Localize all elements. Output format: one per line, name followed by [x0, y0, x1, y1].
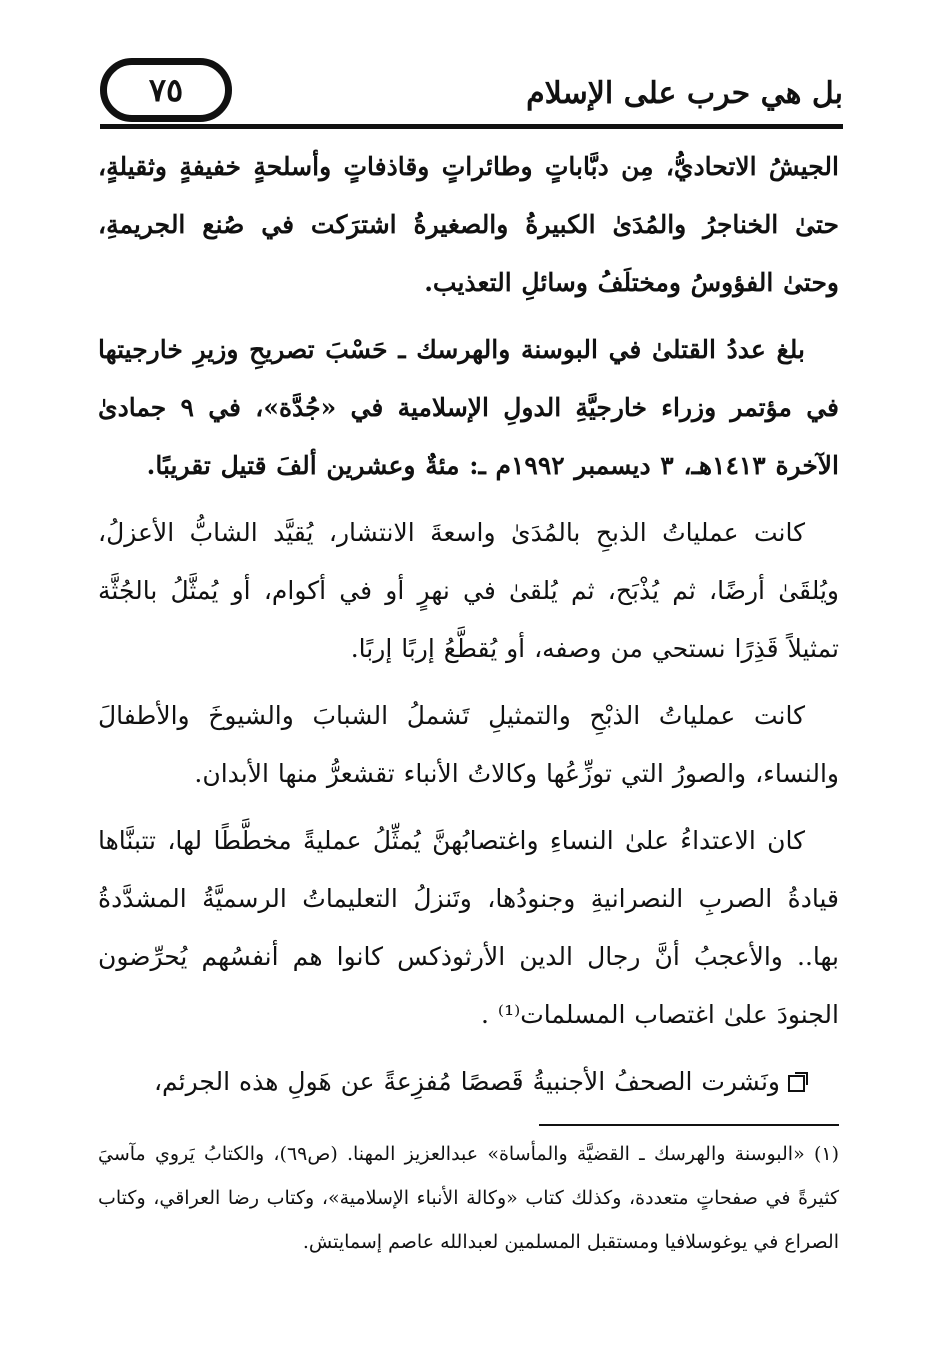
header-rule [100, 124, 843, 129]
paragraph-2: بلغ عددُ القتلىٰ في البوسنة والهرسك ـ حَسْبَ تصريحِ وزيرِ خارجيتها في مؤتمر وزراء خارجيَّةِ الدولِ الإسلامية في «جُدَّة»، في ٩ جمادىٰ الآخرة ١٤١٣هـ، ٣ ديسمبر ١٩٩٢م ـ: مئةٌ وعشرين ألفَ قتيل تقريبًا. [98, 335, 839, 480]
paragraph-1: الجيشُ الاتحاديُّ، مِن دبَّاباتٍ وطائراتٍ وقاذفاتٍ وأسلحةٍ خفيفةٍ وثقيلةٍ، حتىٰ الخناجرُ والمُدَىٰ الكبيرةُ والصغيرةُ اشترَكت في صُنع الجريمةِ، وحتىٰ الفؤوسُ ومختلَفُ وسائلِ التعذيب. [98, 152, 839, 297]
running-title: بل هي حرب على الإسلام [526, 76, 843, 111]
footnote-rule [539, 1124, 839, 1126]
main-text [98, 138, 839, 1120]
paragraph-4: كانت عملياتُ الذبْحِ والتمثيلِ تَشملُ الشبابَ والشيوخَ والأطفالَ والنساء، والصورُ التي توزِّعُها وكالاتُ الأنباء تقشعرُّ منها الأبدان. [98, 701, 839, 788]
paragraph-6-text: ونَشرت الصحفُ الأجنبيةُ قَصصًا مُفزِعةً عن هَولِ هذه الجرئم، [153, 1067, 780, 1096]
running-header [100, 58, 843, 128]
footnote: (١) «البوسنة والهرسك ـ القضيَّة والمأساة» عبدالعزيز المهنا. (ص٦٩)، والكتابُ يَروي مآسيَ كثيرةً في صفحاتٍ متعددة، وكذلك كتاب «وكالة الأنباء الإسلامية»، وكتاب رضا العراقي، وكتاب الصراع في يوغوسلافيا ومستقبل المسلمين لعبدالله عاصم إسمايتش. [98, 1143, 839, 1253]
box-bullet-icon [788, 1075, 805, 1092]
page-number-text: ٧٥ [148, 71, 184, 109]
paragraph-6 [98, 1053, 839, 1111]
paragraph-3: كانت عملياتُ الذبحِ بالمُدَىٰ واسعةَ الانتشار، يُقيَّد الشابُّ الأعزلُ، ويُلقَىٰ أرضًا، ثم يُذْبَح، ثم يُلقىٰ في نهرٍ أو في أكوام، أو يُمثَّلُ بالجُثَّة تمثيلاً قَذِرًا نستحي من وصفه، أو يُقطَّعُ إربًا إربًا. [98, 518, 839, 663]
page-number [100, 58, 232, 122]
paragraph-5: كان الاعتداءُ علىٰ النساءِ واغتصابُهنَّ يُمثِّلُ عمليةً مخطَّطًا لها، تتبنَّاها قيادةُ الصربِ النصرانيةِ وجنودُها، وتَنزلُ التعليماتُ الرسميَّةُ المشدَّدةُ بها.. والأعجبُ أنَّ رجال الدين الأرثوذكس كانوا هم أنفسُهم يُحرِّضون الجنودَ علىٰ اغتصاب المسلمات⁽¹⁾ . [98, 826, 839, 1029]
